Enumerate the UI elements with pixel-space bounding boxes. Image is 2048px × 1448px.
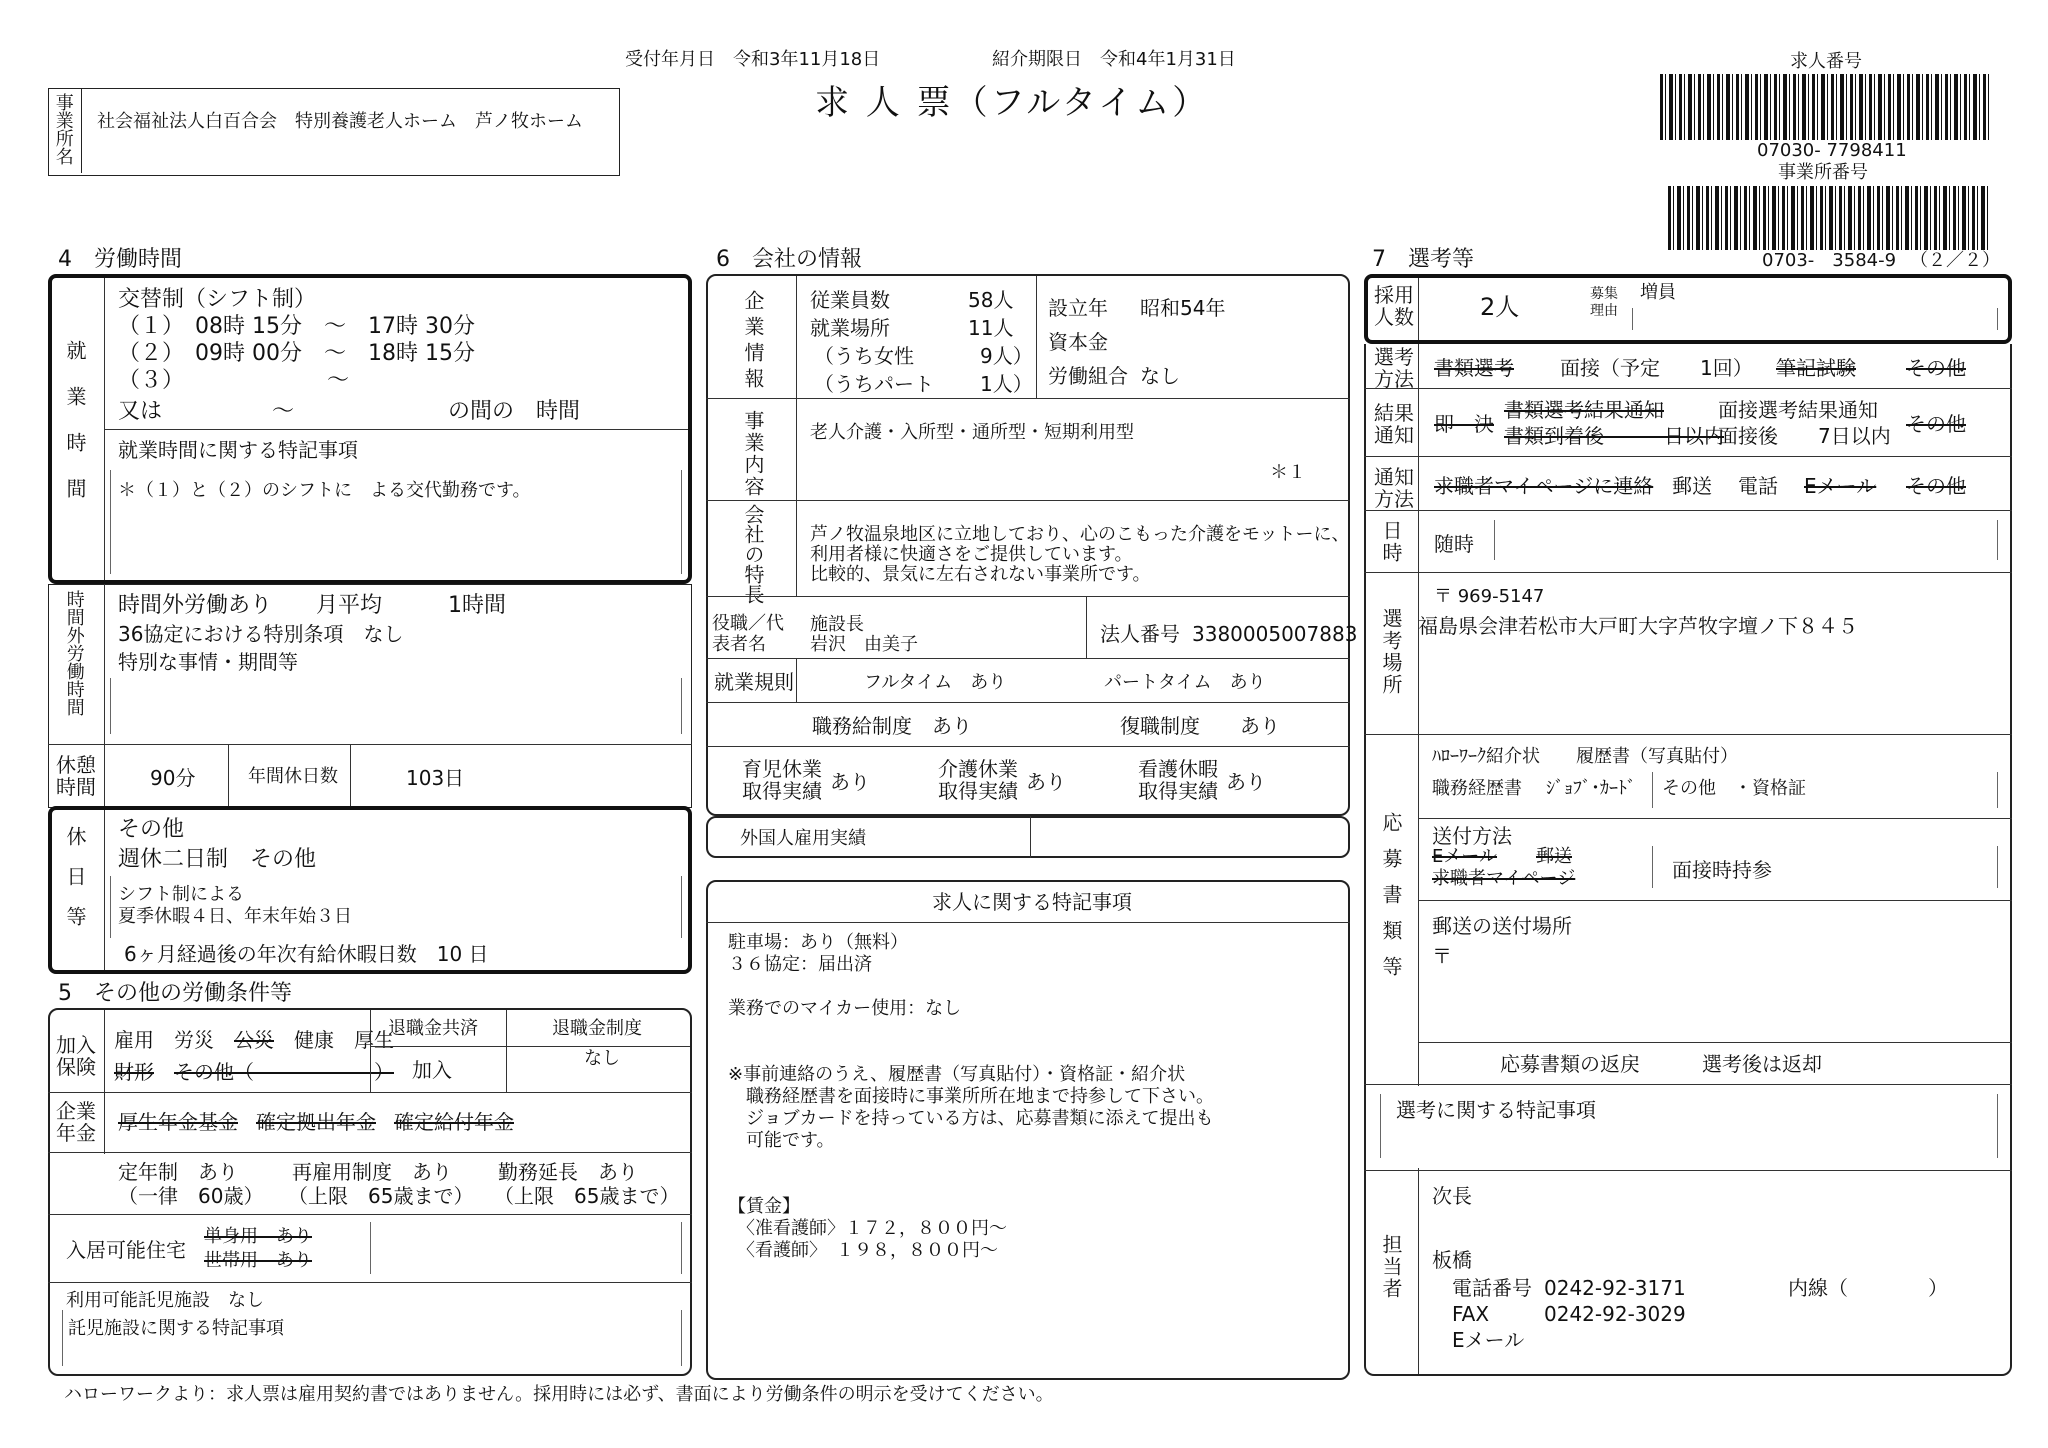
retire-mutual: 加入 xyxy=(412,1058,452,1082)
fax: 0242-92-3029 xyxy=(1544,1302,1686,1326)
shift-1: （１） 08時 15分 ～ 17時 30分 xyxy=(118,314,475,339)
job-note-line xyxy=(728,1152,1328,1174)
part: 1人） xyxy=(980,372,1033,396)
corp-number-label: 法人番号 xyxy=(1100,622,1180,646)
pension-3: 確定給付年金 xyxy=(394,1110,514,1134)
result-label: 結果通知 xyxy=(1374,401,1414,447)
send-mypage: 求職者マイページ xyxy=(1432,868,1576,889)
office-name-box xyxy=(48,88,620,176)
rehire-sub: （上限 65歳まで） xyxy=(288,1184,474,1208)
nursing-leave: あり xyxy=(1226,770,1266,794)
job-number-barcode xyxy=(1660,74,1990,140)
result-int-1: 面接選考結果通知 xyxy=(1718,398,1878,422)
contact-label: 担当者 xyxy=(1379,1234,1403,1300)
hires: 2人 xyxy=(1480,293,1520,321)
office-name: 社会福祉法人白百合会 特別養護老人ホーム 芦ノ牧ホーム xyxy=(97,111,583,132)
notify-other: その他 xyxy=(1906,474,1966,498)
result-other: その他 xyxy=(1906,412,1966,436)
place-label: 選考場所 xyxy=(1379,608,1403,696)
method-written: 筆記試験 xyxy=(1776,356,1856,380)
work-hours-label: 就業時間 xyxy=(63,340,87,524)
corp-number: 3380005007883 xyxy=(1192,622,1358,646)
contact-name: 板橋 xyxy=(1432,1248,1472,1272)
office-number-label: 事業所番号 xyxy=(1778,162,1868,183)
rep-name: 岩沢 由美子 xyxy=(810,634,918,655)
result-doc-1: 書類選考結果通知 xyxy=(1504,398,1664,422)
housing-single: 単身用 あり xyxy=(204,1226,312,1247)
result-doc-2: 書類到着後 日以内 xyxy=(1504,424,1724,448)
job-note-line: 〈准看護師〉１７２，８００円～ xyxy=(728,1218,1007,1239)
section7-heading: 7 選考等 xyxy=(1372,247,1474,272)
retire-system: なし xyxy=(584,1048,620,1069)
method-doc: 書類選考 xyxy=(1434,356,1514,380)
mail-postal: 〒 xyxy=(1432,944,1452,968)
pension-2: 確定拠出年金 xyxy=(256,1110,376,1134)
mail-dest: 郵送の送付場所 xyxy=(1432,914,1572,938)
phone: 0242-92-3171 xyxy=(1544,1276,1686,1300)
return-label: 応募書類の返戻 xyxy=(1500,1052,1640,1076)
capital-label: 資本金 xyxy=(1048,330,1108,354)
or-between: 又は ～ の間の 時間 xyxy=(118,399,581,424)
holiday-note-2: 夏季休暇４日、年末年始３日 xyxy=(118,906,352,927)
job-note-line: ジョブカードを持っている方は、応募書類に添えて提出も xyxy=(728,1108,1214,1129)
notify-email: Eメール xyxy=(1804,474,1877,498)
rep-label: 役職／代表者名 xyxy=(712,613,784,655)
page-title: 求 人 票（フルタイム） xyxy=(815,83,1210,123)
fax-label: FAX xyxy=(1452,1302,1490,1326)
business-mark: ＊１ xyxy=(1270,462,1306,483)
job-note-line: ※事前連絡のうえ、履歴書（写真貼付）・資格証・紹介状 xyxy=(728,1064,1186,1085)
holiday-2: 週休二日制 その他 xyxy=(118,847,317,872)
postal: 〒 969-5147 xyxy=(1434,586,1545,607)
care-leave: あり xyxy=(1026,770,1066,794)
address: 福島県会津若松市大戸町大字芦牧字壇ノ下８４５ xyxy=(1418,614,1858,638)
features-3: 比較的、景気に左右されない事業所です。 xyxy=(810,564,1151,585)
job-number: 07030- 7798411 xyxy=(1757,140,1907,161)
rules-full: フルタイム あり xyxy=(864,672,1007,693)
page-indicator: （２／２） xyxy=(1910,250,2000,271)
retire-system-label: 退職金制度 xyxy=(552,1018,642,1039)
hires-label: 採用人数 xyxy=(1374,283,1414,329)
housing-label: 入居可能住宅 xyxy=(66,1238,186,1262)
shift-2: （２） 09時 00分 ～ 18時 15分 xyxy=(118,341,475,366)
rep-title: 施設長 xyxy=(810,614,864,635)
notify-mypage: 求職者マイページに連絡 xyxy=(1434,474,1654,498)
job-note-line: 業務でのマイカー使用：なし xyxy=(728,998,962,1019)
rules-part: パートタイム あり xyxy=(1104,672,1266,693)
annual-holidays-label: 年間休日数 xyxy=(248,766,338,787)
job-number-label: 求人番号 xyxy=(1790,51,1862,72)
notify-mail: 郵送 xyxy=(1672,474,1712,498)
housing-family: 世帯用 あり xyxy=(204,1250,312,1271)
insurance-line2: 財形 その他（ ） xyxy=(114,1060,394,1084)
nursing-leave-label: 看護休暇取得実績 xyxy=(1138,757,1218,803)
reason: 増員 xyxy=(1640,282,1676,303)
receipt-date: 受付年月日 令和3年11月18日 xyxy=(625,49,881,70)
docs-2c: その他 ・資格証 xyxy=(1662,778,1806,799)
overtime-value: 時間外労働あり 月平均 1時間 xyxy=(118,593,506,618)
return-value: 選考後は返却 xyxy=(1702,1052,1822,1076)
work-notes: ＊（１）と（２）のシフトに よる交代勤務です。 xyxy=(118,480,531,501)
send-mail: 郵送 xyxy=(1536,846,1572,867)
features-1: 芦ノ牧温泉地区に立地しており、心のこもった介護をモットーに、 xyxy=(810,524,1350,545)
reinstate: 復職制度 あり xyxy=(1120,714,1280,738)
union-label: 労働組合 xyxy=(1048,364,1128,388)
selection-notes: 選考に関する特記事項 xyxy=(1396,1098,1596,1122)
office-name-label: 事業所名 xyxy=(52,93,74,165)
date-label: 日時 xyxy=(1379,520,1403,564)
founded: 昭和54年 xyxy=(1140,296,1226,320)
extension-sub: （上限 65歳まで） xyxy=(494,1184,680,1208)
foreign-label: 外国人雇用実績 xyxy=(740,828,866,849)
agreement-36: 36協定における特別条項 なし xyxy=(118,622,404,646)
section6-heading: 6 会社の情報 xyxy=(716,247,862,272)
send-email: Eメール xyxy=(1432,846,1498,867)
features-2: 利用者様に快適さをご提供しています。 xyxy=(810,544,1133,565)
section5-heading: 5 その他の労働条件等 xyxy=(58,981,292,1006)
business: 老人介護・入所型・通所型・短期利用型 xyxy=(810,422,1134,443)
job-pay: 職務給制度 あり xyxy=(812,714,972,738)
childcare-leave-label: 育児休業取得実績 xyxy=(742,757,822,803)
email-label: Eメール xyxy=(1452,1328,1525,1352)
job-notes-heading: 求人に関する特記事項 xyxy=(932,890,1132,914)
founded-label: 設立年 xyxy=(1048,296,1108,320)
rehire: 再雇用制度 あり xyxy=(292,1160,452,1184)
send-label: 送付方法 xyxy=(1432,824,1512,848)
features-label: 会社の特長 xyxy=(741,504,765,604)
job-notes-list xyxy=(728,932,1328,1262)
period-date: 紹介期限日 令和4年1月31日 xyxy=(992,49,1236,70)
pension-label: 企業年金 xyxy=(56,1099,96,1145)
childcare-leave: あり xyxy=(830,770,870,794)
method-other: その他 xyxy=(1906,356,1966,380)
mandatory-retire-sub: （一律 60歳） xyxy=(118,1184,264,1208)
method-label: 選考方法 xyxy=(1374,345,1414,391)
holiday-note-1: シフト制による xyxy=(118,884,244,905)
paid-leave: 6ヶ月経過後の年次有給休暇日数 10 日 xyxy=(124,942,489,966)
job-note-line xyxy=(728,1174,1328,1196)
union: なし xyxy=(1140,364,1180,388)
childcare-notes: 託児施設に関する特記事項 xyxy=(68,1318,284,1339)
docs-1: ﾊﾛｰﾜｰｸ紹介状 履歴書（写真貼付） xyxy=(1432,746,1738,767)
workplace: 11人 xyxy=(968,316,1014,340)
job-note-line: 【賃金】 xyxy=(728,1196,800,1217)
ext-label: 内線（ ） xyxy=(1788,1276,1948,1300)
insurance-line1: 雇用 労災 公災 健康 厚生 xyxy=(114,1028,394,1052)
company-info-label: 企業情報 xyxy=(741,290,765,394)
office-number-barcode xyxy=(1668,186,1990,250)
footer-note: ハローワークより：求人票は雇用契約書ではありません。採用時には必ず、書面により労働条件の明示を受けてください。 xyxy=(64,1384,1054,1405)
extension: 勤務延長 あり xyxy=(498,1160,638,1184)
contact-title: 次長 xyxy=(1432,1184,1472,1208)
job-note-line: 職務経歴書を面接時に事業所所在地まで持参して下さい。 xyxy=(728,1086,1214,1107)
date: 随時 xyxy=(1434,532,1474,556)
job-note-line xyxy=(728,1042,1328,1064)
rules-label: 就業規則 xyxy=(714,670,794,694)
job-note-line xyxy=(728,1020,1328,1042)
send-bring: 面接時持参 xyxy=(1672,858,1772,882)
overtime-label: 時間外労働時間 xyxy=(63,590,85,716)
mandatory-retire: 定年制 あり xyxy=(118,1160,238,1184)
docs-2b: ｼﾞｮﾌﾞ･ｶｰﾄﾞ xyxy=(1546,778,1636,799)
special-circumstances: 特別な事情・期間等 xyxy=(118,650,298,674)
job-note-line: 〈看護師〉 １９８，８００円～ xyxy=(728,1240,998,1261)
office-number: 0703- 3584-9 xyxy=(1762,250,1897,271)
phone-label: 電話番号 xyxy=(1452,1276,1532,1300)
result-int-2: 面接後 7日以内 xyxy=(1718,424,1891,448)
pension-1: 厚生年金基金 xyxy=(118,1110,238,1134)
holiday-label: 休日等 xyxy=(63,826,87,946)
retire-mutual-label: 退職金共済 xyxy=(388,1018,478,1039)
women-label: （うち女性 xyxy=(814,344,914,368)
women: 9人） xyxy=(980,344,1033,368)
notify-phone: 電話 xyxy=(1738,474,1778,498)
notify-label: 通知方法 xyxy=(1374,465,1414,511)
work-notes-label: 就業時間に関する特記事項 xyxy=(118,438,358,462)
care-leave-label: 介護休業取得実績 xyxy=(938,757,1018,803)
insurance-label: 加入保険 xyxy=(56,1033,96,1079)
childcare: 利用可能託児施設 なし xyxy=(66,1290,264,1311)
job-note-line: 駐車場：あり（無料） xyxy=(728,932,908,953)
employees-label: 従業員数 xyxy=(810,288,890,312)
employees: 58人 xyxy=(968,288,1014,312)
result-immediate: 即 決 xyxy=(1434,412,1494,436)
holiday-1: その他 xyxy=(118,817,185,842)
workplace-label: 就業場所 xyxy=(810,316,890,340)
docs-label: 応募書類等 xyxy=(1379,812,1403,992)
job-note-line: ３６協定：届出済 xyxy=(728,954,872,975)
business-label: 事業内容 xyxy=(741,410,765,498)
job-note-line: 可能です。 xyxy=(728,1130,835,1151)
part-label: （うちパート xyxy=(814,372,934,396)
reason-label: 募集理由 xyxy=(1590,286,1618,319)
job-note-line xyxy=(728,976,1328,998)
docs-2a: 職務経歴書 xyxy=(1432,778,1522,799)
section4-heading: 4 労働時間 xyxy=(58,247,182,272)
shift-3: （３） ～ xyxy=(118,368,350,393)
annual-holidays: 103日 xyxy=(406,766,465,790)
method-interview: 面接（予定 1回） xyxy=(1560,356,1753,380)
break-value: 90分 xyxy=(150,766,196,790)
break-label: 休憩時間 xyxy=(56,753,96,799)
shift-title: 交替制（シフト制） xyxy=(118,287,317,312)
